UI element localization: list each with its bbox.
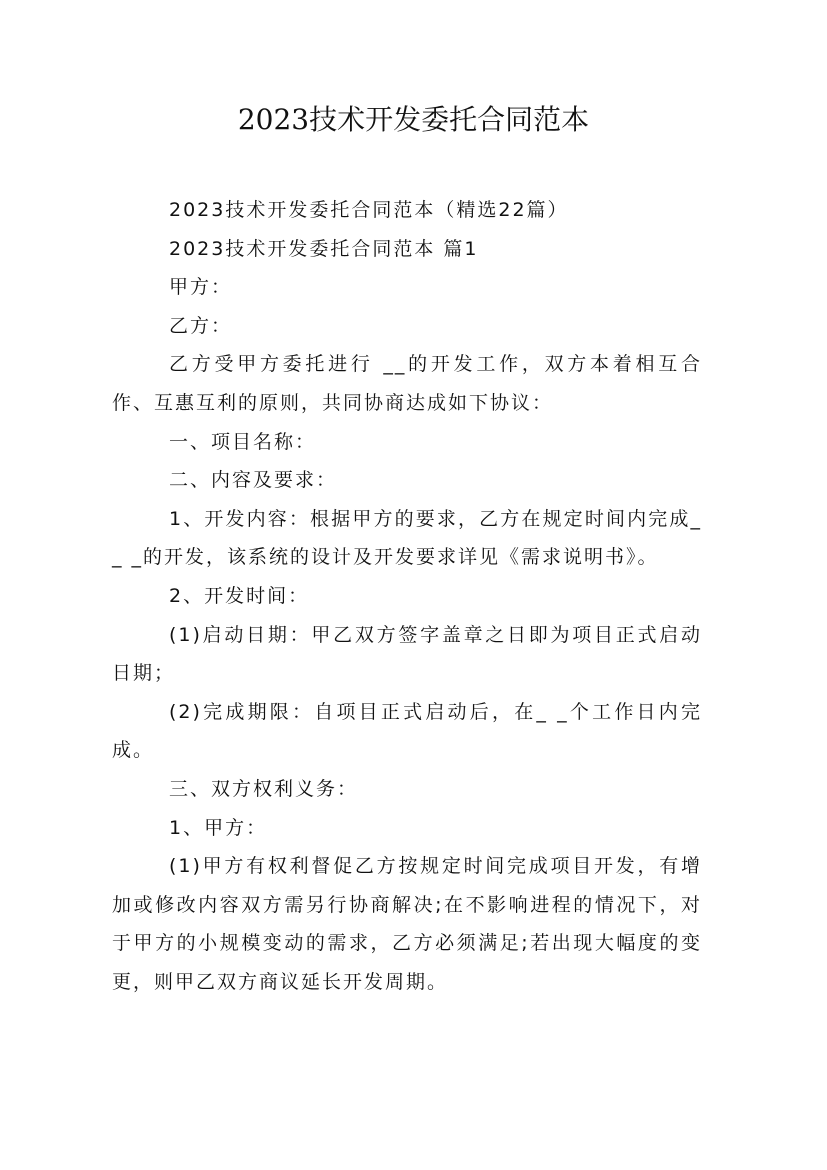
party-a-label: 甲方： xyxy=(169,276,233,299)
clause-party-a: 1、甲方： xyxy=(169,816,268,839)
clause-rights-obligations: 三、双方权利义务： xyxy=(169,777,359,800)
clause-dev-time: 2、开发时间： xyxy=(169,584,310,607)
clause-start-date: (1)启动日期：甲乙双方签字盖章之日即为项目正式启动日期； xyxy=(112,623,702,685)
clause-party-a-rights: (1)甲方有权利督促乙方按规定时间完成项目开发，有增加或修改内容双方需另行协商解决;在不影响进程的情况下，对于甲方的小规模变动的需求，乙方必须满足;若出现大幅度的变更，则甲乙双方商议延长开发周期。 xyxy=(112,855,702,993)
clause-dev-content: 1、开发内容：根据甲方的要求，乙方在规定时间内完成__ _的开发，该系统的设计及开发要求详见《需求说明书》。 xyxy=(112,507,702,569)
intro-paragraph: 乙方受甲方委托进行 __的开发工作，双方本着相互合作、互惠互利的原则，共同协商达成如下协议： xyxy=(112,353,702,414)
party-b-label: 乙方： xyxy=(169,314,233,337)
document-title: 2023技术开发委托合同范本 xyxy=(237,103,590,136)
section-heading: 2023技术开发委托合同范本 篇1 xyxy=(169,237,479,260)
clause-deadline: (2)完成期限：自项目正式启动后，在_ _个工作日内完成。 xyxy=(112,700,702,762)
clause-content-requirements: 二、内容及要求： xyxy=(169,469,338,492)
document-body xyxy=(112,191,702,1001)
clause-project-name: 一、项目名称： xyxy=(169,430,317,453)
subtitle-paragraph: 2023技术开发委托合同范本（精选22篇） xyxy=(169,199,569,221)
